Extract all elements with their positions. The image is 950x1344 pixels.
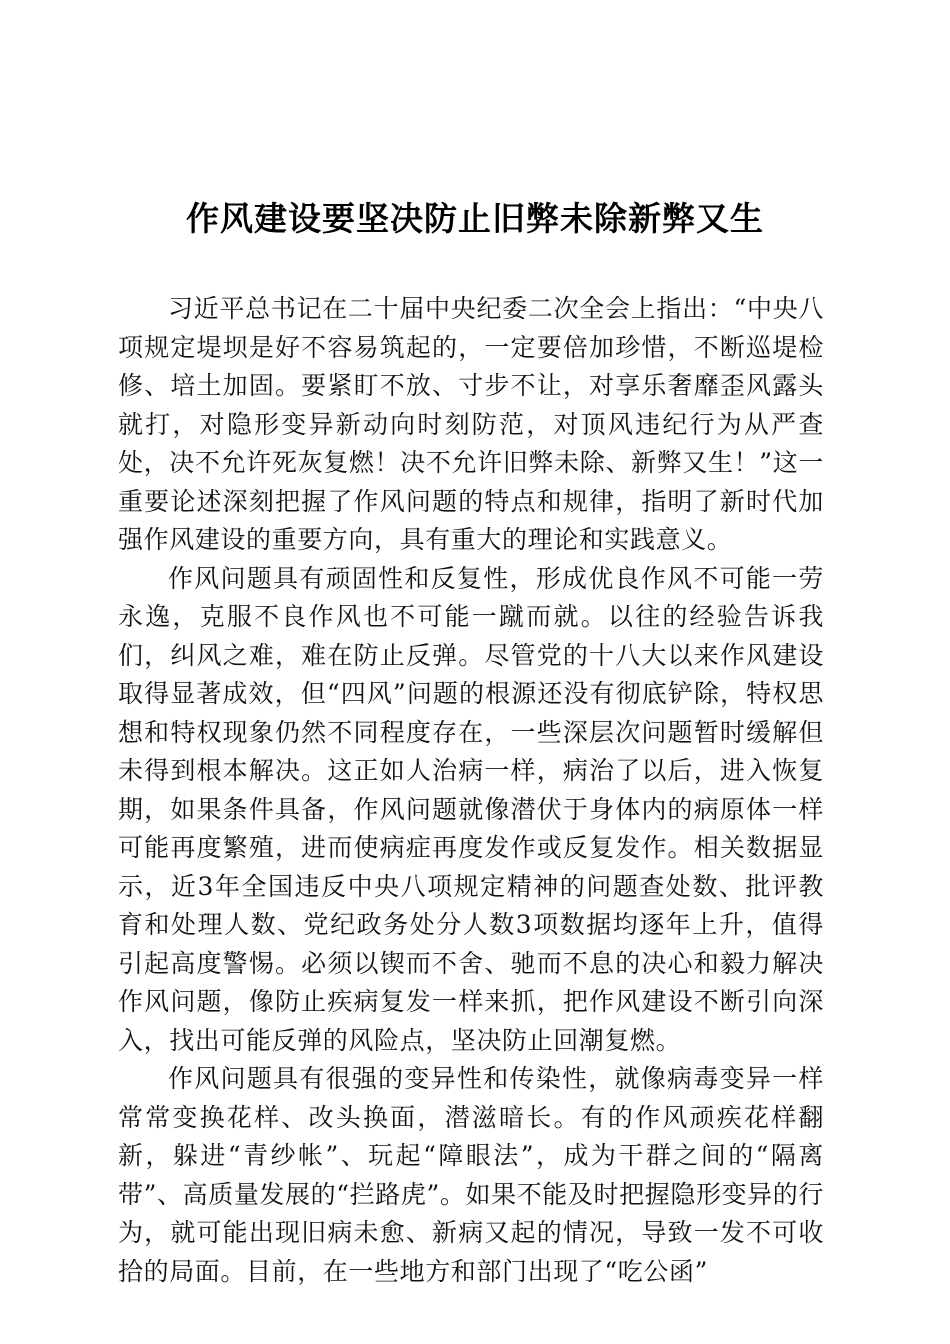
document-body bbox=[118, 290, 824, 1291]
document-title: 作风建设要坚决防止旧弊未除新弊又生 bbox=[186, 199, 764, 238]
paragraph-2: 作风问题具有顽固性和反复性，形成优良作风不可能一劳永逸，克服不良作风也不可能一蹴而就。以往的经验告诉我们，纠风之难，难在防止反弹。尽管党的十八大以来作风建设取得显著成效，但“四风”问题的根源还没有彻底铲除，特权思想和特权现象仍然不同程度存在，一些深层次问题暂时缓解但未得到根本解决。这正如人治病一样，病治了以后，进入恢复期，如果条件具备，作风问题就像潜伏于身体内的病原体一样可能再度繁殖，进而使病症再度发作或反复发作。相关数据显示，近3年全国违反中央八项规定精神的问题查处数、批评教育和处理人数、党纪政务处分人数3项数据均逐年上升，值得引起高度警惕。必须以锲而不舍、驰而不息的决心和毅力解决作风问题，像防止疾病复发一样来抓，把作风建设不断引向深入，找出可能反弹的风险点，坚决防止回潮复燃。 bbox=[118, 563, 824, 1055]
paragraph-3: 作风问题具有很强的变异性和传染性，就像病毒变异一样常常变换花样、改头换面，潜滋暗长。有的作风顽疾花样翻新，躲进“青纱帐”、玩起“障眼法”，成为干群之间的“隔离带”、高质量发展的“拦路虎”。如果不能及时把握隐形变异的行为，就可能出现旧病未愈、新病又起的情况，导致一发不可收拾的局面。目前，在一些地方和部门出现了“吃公函” bbox=[118, 1064, 824, 1286]
paragraph-1: 习近平总书记在二十届中央纪委二次全会上指出：“中央八项规定堤坝是好不容易筑起的，一定要倍加珍惜，不断巡堤检修、培土加固。要紧盯不放、寸步不让，对享乐奢靡歪风露头就打，对隐形变异新动向时刻防范，对顶风违纪行为从严查处，决不允许死灰复燃！决不允许旧弊未除、新弊又生！”这一重要论述深刻把握了作风问题的特点和规律，指明了新时代加强作风建设的重要方向，具有重大的理论和实践意义。 bbox=[118, 294, 824, 554]
